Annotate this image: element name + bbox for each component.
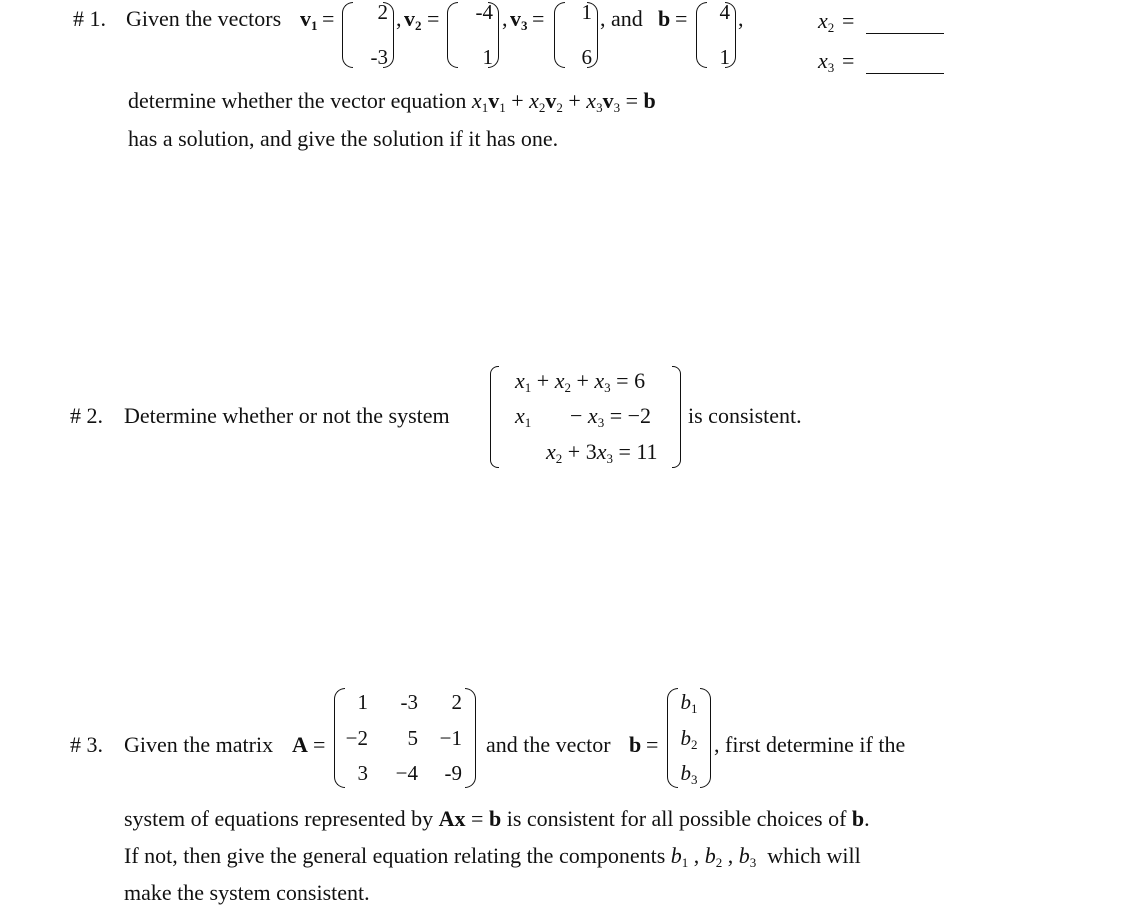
system-equation-3: $x_2 + 3x_3 = 11$ xyxy=(546,439,658,466)
vector-b-label: b xyxy=(629,732,642,757)
b-label: b xyxy=(658,6,671,31)
problem-3-line-3: If not, then give the general equation relating the components $b_1$ , $b_2$ , $b_3$ which will xyxy=(124,843,861,870)
vector-entry: -3 xyxy=(370,45,388,69)
problem-3-line-4: make the system consistent. xyxy=(124,880,370,905)
matrix-entry: 5 xyxy=(407,725,418,750)
answer-x2-blank[interactable] xyxy=(866,33,944,34)
equals-sign: = xyxy=(427,6,440,31)
equals-sign: = xyxy=(532,6,545,31)
matrix-entry: 2 xyxy=(451,690,462,714)
problem-1-line-2 xyxy=(128,88,656,115)
vector-b-components xyxy=(667,688,711,788)
problem-1-number: # 1. xyxy=(73,6,106,31)
problem-1-line-2-text: determine whether the vector equation xyxy=(128,88,467,113)
comma: , xyxy=(502,6,508,31)
matrix-entry: 3 xyxy=(357,761,368,785)
matrix-entry: 1 xyxy=(357,690,368,714)
system-equation-1: $x_1 + x_2 + x_3 = 6$ xyxy=(515,368,646,395)
matrix-entry: −4 xyxy=(395,761,418,785)
vector-component: $b_3$ xyxy=(680,761,698,787)
v2-label: $v_2$ xyxy=(404,6,422,33)
system-equation-2-rest: − $x_3 = -2$ xyxy=(570,403,652,430)
and-text: , and xyxy=(600,6,643,31)
equals-sign: = xyxy=(313,732,326,757)
v3-label: $v_3$ xyxy=(510,6,528,33)
problem-2-text-before: Determine whether or not the system xyxy=(124,403,450,428)
equals-sign: = xyxy=(322,6,335,31)
matrix-entry: −2 xyxy=(345,725,368,750)
vector-entry: 2 xyxy=(377,0,388,24)
equals-sign: = xyxy=(842,48,855,73)
matrix-entry: -9 xyxy=(444,761,462,785)
matrix-A xyxy=(334,688,476,788)
equals-sign: = xyxy=(842,8,855,33)
system-equation-2: $x_1$ xyxy=(515,403,532,430)
problem-3-after-vector: , first determine if the xyxy=(714,732,906,757)
problem-2-number: # 2. xyxy=(70,403,103,428)
problem-1-line-3: has a solution, and give the solution if it has one. xyxy=(128,126,559,151)
comma: , xyxy=(396,6,402,31)
vector-equation: $x_1v_1 + x_2v_2 + x_3v_3 = b$ xyxy=(471,88,656,115)
vector-component: $b_2$ xyxy=(680,725,698,752)
matrix-label: A xyxy=(292,732,308,757)
problem-2-text-after: is consistent. xyxy=(688,403,802,428)
problem-1-intro: Given the vectors xyxy=(126,6,282,31)
answer-x3-blank[interactable] xyxy=(866,73,944,74)
and-the-vector-text: and the vector xyxy=(486,732,611,757)
equals-sign: = xyxy=(675,6,688,31)
problem-3-number: # 3. xyxy=(70,732,103,757)
system-right-brace xyxy=(672,366,681,468)
answer-x2-label: $x_2$ xyxy=(818,8,835,35)
matrix-entry: −1 xyxy=(439,725,462,750)
vector-entry: -4 xyxy=(475,0,493,24)
vector-v2 xyxy=(447,2,499,68)
vector-entry: 1 xyxy=(482,45,493,69)
vector-component: $b_1$ xyxy=(680,690,698,716)
vector-v3 xyxy=(554,2,598,68)
vector-entry: 1 xyxy=(719,45,730,69)
v1-label: $v_1$ xyxy=(300,6,318,33)
vector-b xyxy=(696,2,736,68)
system-left-brace xyxy=(490,366,499,468)
answer-x3-label: $x_3$ xyxy=(818,48,835,75)
problem-3-intro: Given the matrix xyxy=(124,732,274,757)
vector-entry: 4 xyxy=(719,0,730,24)
vector-entry: 1 xyxy=(581,0,592,24)
comma: , xyxy=(738,6,744,31)
equals-sign: = xyxy=(646,732,659,757)
vector-entry: 6 xyxy=(581,45,592,69)
matrix-entry: -3 xyxy=(400,690,418,714)
vector-v1 xyxy=(342,2,394,68)
problem-3-line-2: system of equations represented by Ax = b is consistent for all possible choices of b. xyxy=(124,806,870,831)
